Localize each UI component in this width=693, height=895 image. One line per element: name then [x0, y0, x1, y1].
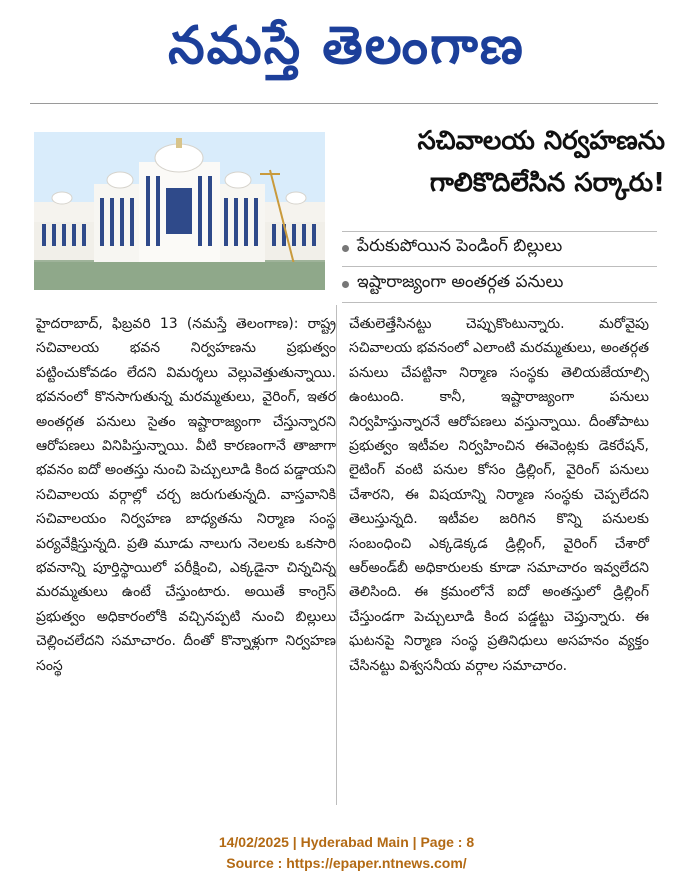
bullet-dot-icon: [342, 281, 349, 288]
bullet-text: ఇష్టారాజ్యంగా అంతర్గత పనులు: [357, 272, 564, 292]
bullet-item: [342, 266, 657, 302]
bullet-item: [342, 230, 657, 266]
bullet-divider-middle: [342, 266, 657, 267]
newspaper-logo-title: నమస్తే తెలంగాణ: [168, 16, 525, 76]
source-link[interactable]: Source : https://epaper.ntnews.com/: [226, 855, 467, 871]
bullet-text: పేరుకుపోయిన పెండింగ్‌ బిల్లులు: [357, 236, 563, 256]
bullet-divider-bottom: [342, 302, 657, 303]
article-column-right: [349, 312, 649, 678]
article-body-left: హైదరాబాద్‌, ఫిబ్రవరి 13 (నమస్తే తెలంగాణ): రాష్ట్ర సచివాలయ భవన నిర్వహణను ప్రభుత్వం పట్టించుకోవడం లేదని విమర్శలు వెల్లువెత్తుతున్నాయి. భవనంలో కొనసాగుతున్న మరమ్మతులు, వైరింగ్‌, ఇతర అంతర్గత పనులు సైతం ఇష్టారాజ్యంగా చేస్తున్నారని ఆరోపణలు వినిపిస్తున్నాయి. వీటి కారణంగానే తాజాగా భవనం ఐదో అంతస్తు నుంచి పెచ్చులూడి కింద పడ్డాయని సచివాలయ వర్గాల్లో చర్చ జరుగుతున్నది. వాస్తవానికి సచివాలయం నిర్వహణ బాధ్యతను నిర్మాణ సంస్థ పర్యవేక్షిస్తున్నది. ప్రతి మూడు నాలుగు నెలలకు ఒకసారి భవనాన్ని పూర్తిస్థాయిలో పరీక్షించి, ఎక్కడైనా చిన్నచిన్న మరమ్మతులు ఉంటే చేస్తుంటారు. అయితే కాంగ్రెస్‌ ప్రభుత్వం అధికారంలోకి వచ్చినప్పటి నుంచి బిల్లులు చెల్లించలేదని సమాచారం. దీంతో కొన్నాళ్లుగా నిర్వహణ సంస్థ: [36, 316, 336, 674]
column-divider: [336, 305, 337, 805]
headline-line-2: గాలికొదిలేసిన సర్కారు!: [429, 168, 665, 198]
headline-line-1: సచివాలయ నిర్వహణను: [417, 126, 665, 156]
article-body-right: చేతులెత్తేసినట్టు చెప్పుకొంటున్నారు. మరోవైపు సచివాలయ భవనంలో ఎలాంటి మరమ్మతులు, అంతర్గత పనులు చేపట్టినా నిర్మాణ సంస్థకు తెలియజేయాల్సి ఉంటుంది. కానీ, ఇష్టారాజ్యంగా పనులు నిర్వహిస్తున్నారనే ఆరోపణలు వస్తున్నాయి. దీంతోపాటు ప్రభుత్వం ఇటీవల నిర్వహించిన ఈవెంట్లకు డెకరేషన్‌, లైటింగ్‌ వంటి పనుల కోసం డ్రిల్లింగ్‌, వైరింగ్‌ పనులు చేశారని, ఈ విషయాన్ని నిర్మాణ సంస్థకు చెప్పలేదని తెలుస్తున్నది. ఇటీవల జరిగిన కొన్ని పనులకు సంబంధించి ఎక్కడెక్కడ డ్రిల్లింగ్‌, వైరింగ్‌ చేశారో ఆర్‌అండ్‌బీ అధికారులకు కూడా సమాచారం ఇవ్వలేదని తెలిసింది. ఈ క్రమంలోనే ఐదో అంతస్తులో డ్రిల్లింగ్‌ చేస్తుండగా పెచ్చులూడి కింద పడ్డట్టు చెప్తున్నారు. ఈ ఘటనపై నిర్మాణ సంస్థ ప్రతినిధులు అసహనం వ్యక్తం చేసినట్టు విశ్వసనీయ వర్గాల సమాచారం.: [349, 316, 649, 674]
article-photo-secretariat: [34, 132, 325, 290]
article-column-left: [36, 312, 336, 678]
masthead-divider: [30, 103, 658, 104]
masthead: [0, 0, 693, 100]
article-headline: [335, 120, 665, 204]
secretariat-building-image: [34, 132, 325, 290]
edition-info: 14/02/2025 | Hyderabad Main | Page : 8: [218, 834, 475, 850]
bullet-dot-icon: [342, 245, 349, 252]
